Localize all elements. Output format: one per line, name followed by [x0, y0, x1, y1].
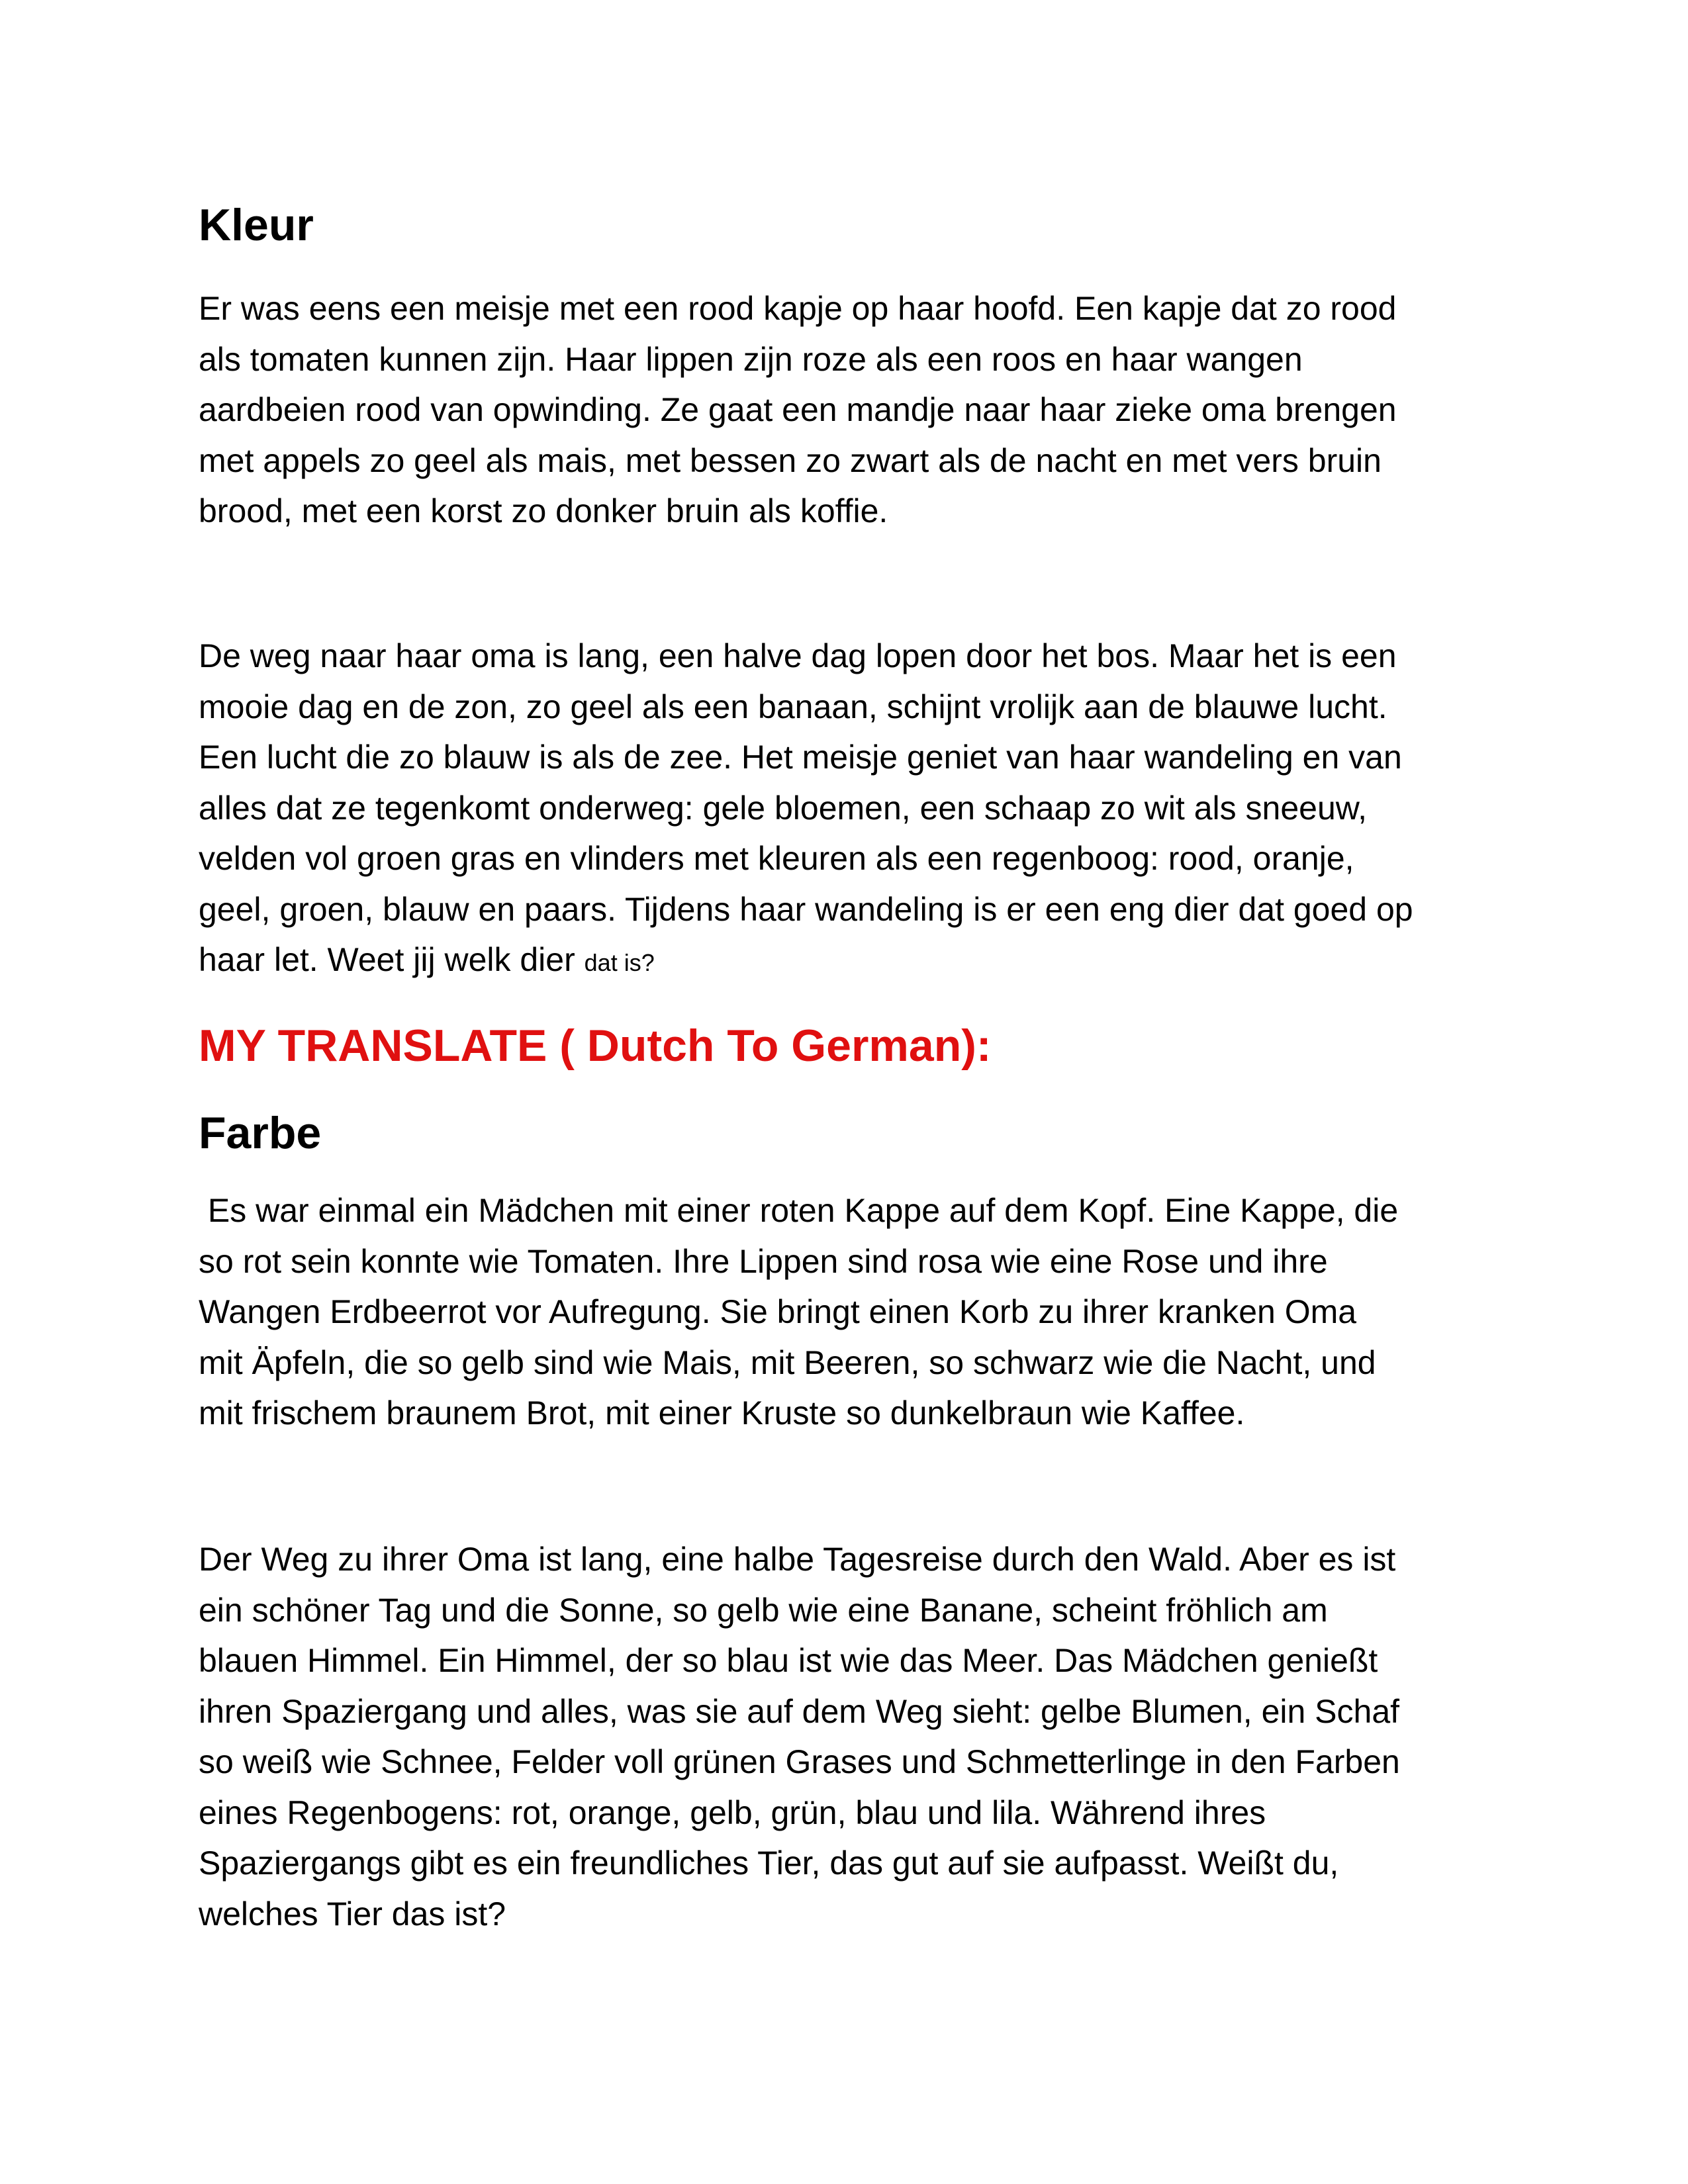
translation-heading: MY TRANSLATE ( Dutch To German): [199, 1021, 992, 1071]
text-line: met appels zo geel als mais, met bessen zo zwart als de nacht en met vers bruin [199, 441, 1382, 479]
text-line: mit Äpfeln, die so gelb sind wie Mais, mit Beeren, so schwarz wie die Nacht, und [199, 1343, 1376, 1381]
text-line-main: haar let. Weet jij welk dier [199, 941, 585, 978]
text-line: mit frischem braunem Brot, mit einer Kruste so dunkelbraun wie Kaffee. [199, 1394, 1245, 1432]
text-line: brood, met een korst zo donker bruin als koffie. [199, 492, 888, 529]
text-line: geel, groen, blauw en paars. Tijdens haar wandeling is er een eng dier dat goed op [199, 890, 1413, 928]
text-line: aardbeien rood van opwinding. Ze gaat een mandje naar haar zieke oma brengen [199, 391, 1397, 428]
text-line: eines Regenbogens: rot, orange, gelb, grün, blau und lila. Während ihres [199, 1794, 1266, 1831]
text-line: velden vol groen gras en vlinders met kleuren als een regenboog: rood, oranje, [199, 840, 1354, 877]
text-line: Der Weg zu ihrer Oma ist lang, eine halbe Tagesreise durch den Wald. Aber es ist [199, 1541, 1396, 1578]
text-line-small: dat is? [584, 949, 655, 976]
text-line: welches Tier das ist? [199, 1895, 506, 1933]
text-line: so weiß wie Schnee, Felder voll grünen Grases und Schmetterlinge in den Farben [199, 1743, 1400, 1780]
translation-paragraph-1 [199, 1185, 1509, 1439]
text-line: Es war einmal ein Mädchen mit einer roten Kappe auf dem Kopf. Eine Kappe, die [199, 1192, 1399, 1229]
original-paragraph-1 [199, 283, 1509, 537]
text-line: so rot sein konnte wie Tomaten. Ihre Lippen sind rosa wie eine Rose und ihre [199, 1242, 1328, 1280]
text-line: ihren Spaziergang und alles, was sie auf dem Weg sieht: gelbe Blumen, ein Schaf [199, 1692, 1400, 1730]
text-line: mooie dag en de zon, zo geel als een banaan, schijnt vrolijk aan de blauwe lucht. [199, 688, 1387, 725]
text-line: alles dat ze tegenkomt onderweg: gele bloemen, een schaap zo wit als sneeuw, [199, 789, 1367, 827]
text-line: als tomaten kunnen zijn. Haar lippen zijn roze als een roos en haar wangen [199, 340, 1303, 378]
translation-title: Farbe [199, 1108, 322, 1158]
translation-paragraph-2 [199, 1534, 1509, 1939]
text-line-last [199, 934, 1509, 989]
original-paragraph-2 [199, 631, 1509, 989]
text-line: Spaziergangs gibt es ein freundliches Tier, das gut auf sie aufpasst. Weißt du, [199, 1844, 1339, 1882]
text-line: Wangen Erdbeerrot vor Aufregung. Sie bringt einen Korb zu ihrer kranken Oma [199, 1293, 1357, 1330]
text-line: De weg naar haar oma is lang, een halve dag lopen door het bos. Maar het is een [199, 637, 1397, 674]
text-line: Er was eens een meisje met een rood kapje op haar hoofd. Een kapje dat zo rood [199, 290, 1397, 327]
original-title: Kleur [199, 200, 314, 250]
text-line: ein schöner Tag und die Sonne, so gelb wie eine Banane, scheint fröhlich am [199, 1591, 1328, 1629]
text-line: Een lucht die zo blauw is als de zee. Het meisje geniet van haar wandeling en van [199, 739, 1402, 776]
text-line: blauen Himmel. Ein Himmel, der so blau ist wie das Meer. Das Mädchen genießt [199, 1642, 1378, 1679]
